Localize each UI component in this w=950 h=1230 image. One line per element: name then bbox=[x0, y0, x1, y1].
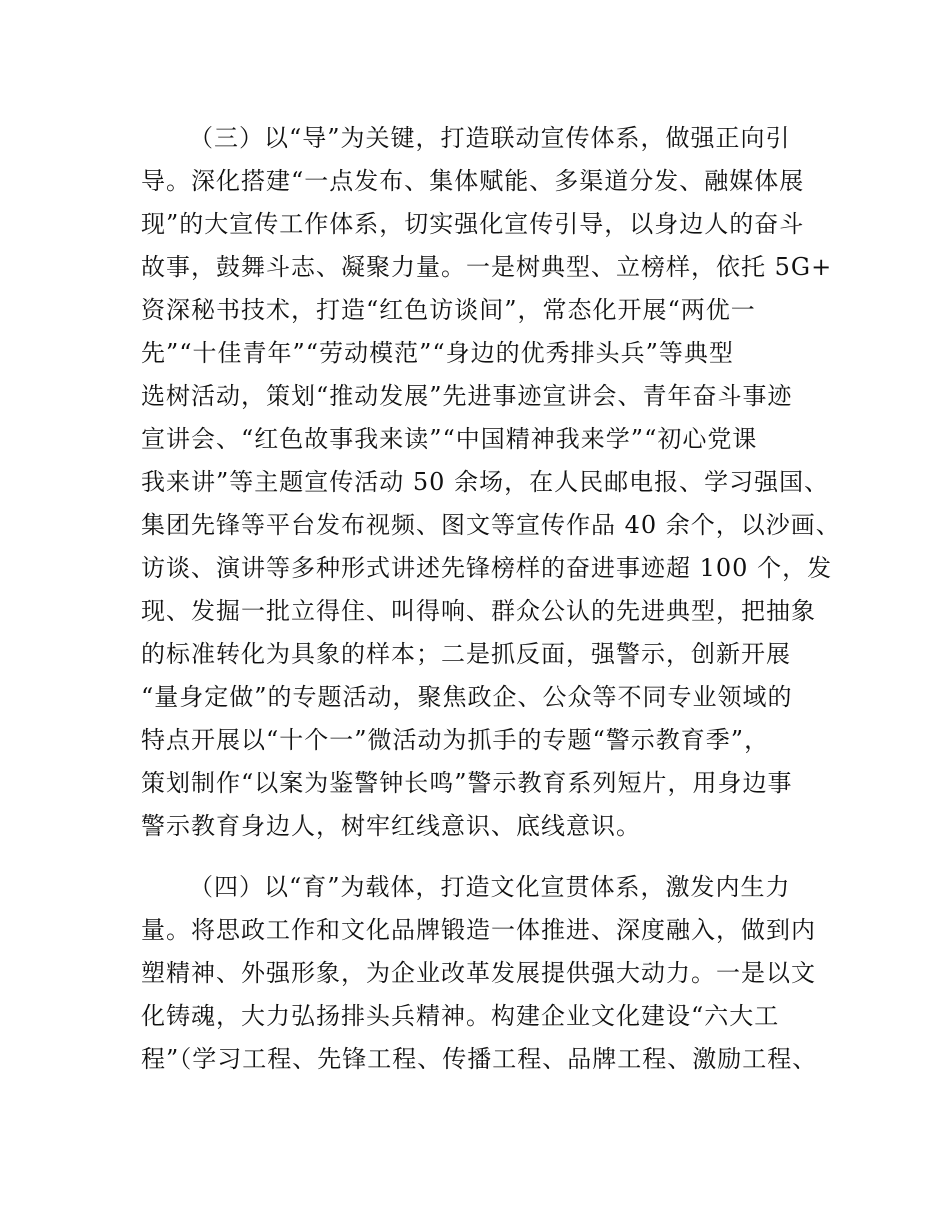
text-line: 程”（学习工程、先锋工程、传播工程、品牌工程、激励工程、 bbox=[141, 1045, 818, 1073]
text-line: 现”的大宣传工作体系，切实强化宣传引导，以身边人的奋斗 bbox=[141, 210, 805, 238]
text-line: 的标准转化为具象的样本；二是抓反面，强警示，创新开展 bbox=[141, 640, 791, 668]
text-line: 现、发掘一批立得住、叫得响、群众公认的先进典型，把抽象 bbox=[141, 597, 816, 625]
text-line: 宣讲会、“红色故事我来读”“中国精神我来学”“初心党课 bbox=[141, 425, 758, 453]
text-line: 警示教育身边人，树牢红线意识、底线意识。 bbox=[141, 812, 641, 840]
text-line: （四）以“育”为载体，打造文化宣贯体系，激发内生力 bbox=[189, 873, 791, 901]
text-line: 选树活动，策划“推动发展”先进事迹宣讲会、青年奋斗事迹 bbox=[141, 382, 793, 410]
text-line: 特点开展以“十个一”微活动为抓手的专题“警示教育季”， bbox=[141, 726, 770, 754]
text-line: 故事，鼓舞斗志、凝聚力量。一是树典型、立榜样，依托 5G+ bbox=[141, 253, 833, 281]
text-line: 访谈、演讲等多种形式讲述先锋榜样的奋进事迹超 100 个，发 bbox=[141, 554, 833, 582]
text-line: （三）以“导”为关键，打造联动宣传体系，做强正向引 bbox=[189, 124, 791, 152]
text-line: 策划制作“以案为鉴警钟长鸣”警示教育系列短片，用身边事 bbox=[141, 769, 793, 797]
text-line: 导。深化搭建“一点发布、集体赋能、多渠道分发、融媒体展 bbox=[141, 167, 805, 195]
text-line: “量身定做”的专题活动，聚焦政企、公众等不同专业领域的 bbox=[141, 683, 793, 711]
text-line: 先”“十佳青年”“劳动模范”“身边的优秀排头兵”等典型 bbox=[141, 339, 734, 367]
text-line: 量。将思政工作和文化品牌锻造一体推进、深度融入，做到内 bbox=[141, 916, 816, 944]
text-line: 资深秘书技术，打造“红色访谈间”，常态化开展“两优一 bbox=[141, 296, 756, 324]
text-line: 塑精神、外强形象，为企业改革发展提供强大动力。一是以文 bbox=[141, 959, 816, 987]
text-line: 集团先锋等平台发布视频、图文等宣传作品 40 余个，以沙画、 bbox=[141, 511, 841, 539]
text-line: 我来讲”等主题宣传活动 50 余场，在人民邮电报、学习强国、 bbox=[141, 468, 830, 496]
text-line: 化铸魂，大力弘扬排头兵精神。构建企业文化建设“六大工 bbox=[141, 1002, 780, 1030]
